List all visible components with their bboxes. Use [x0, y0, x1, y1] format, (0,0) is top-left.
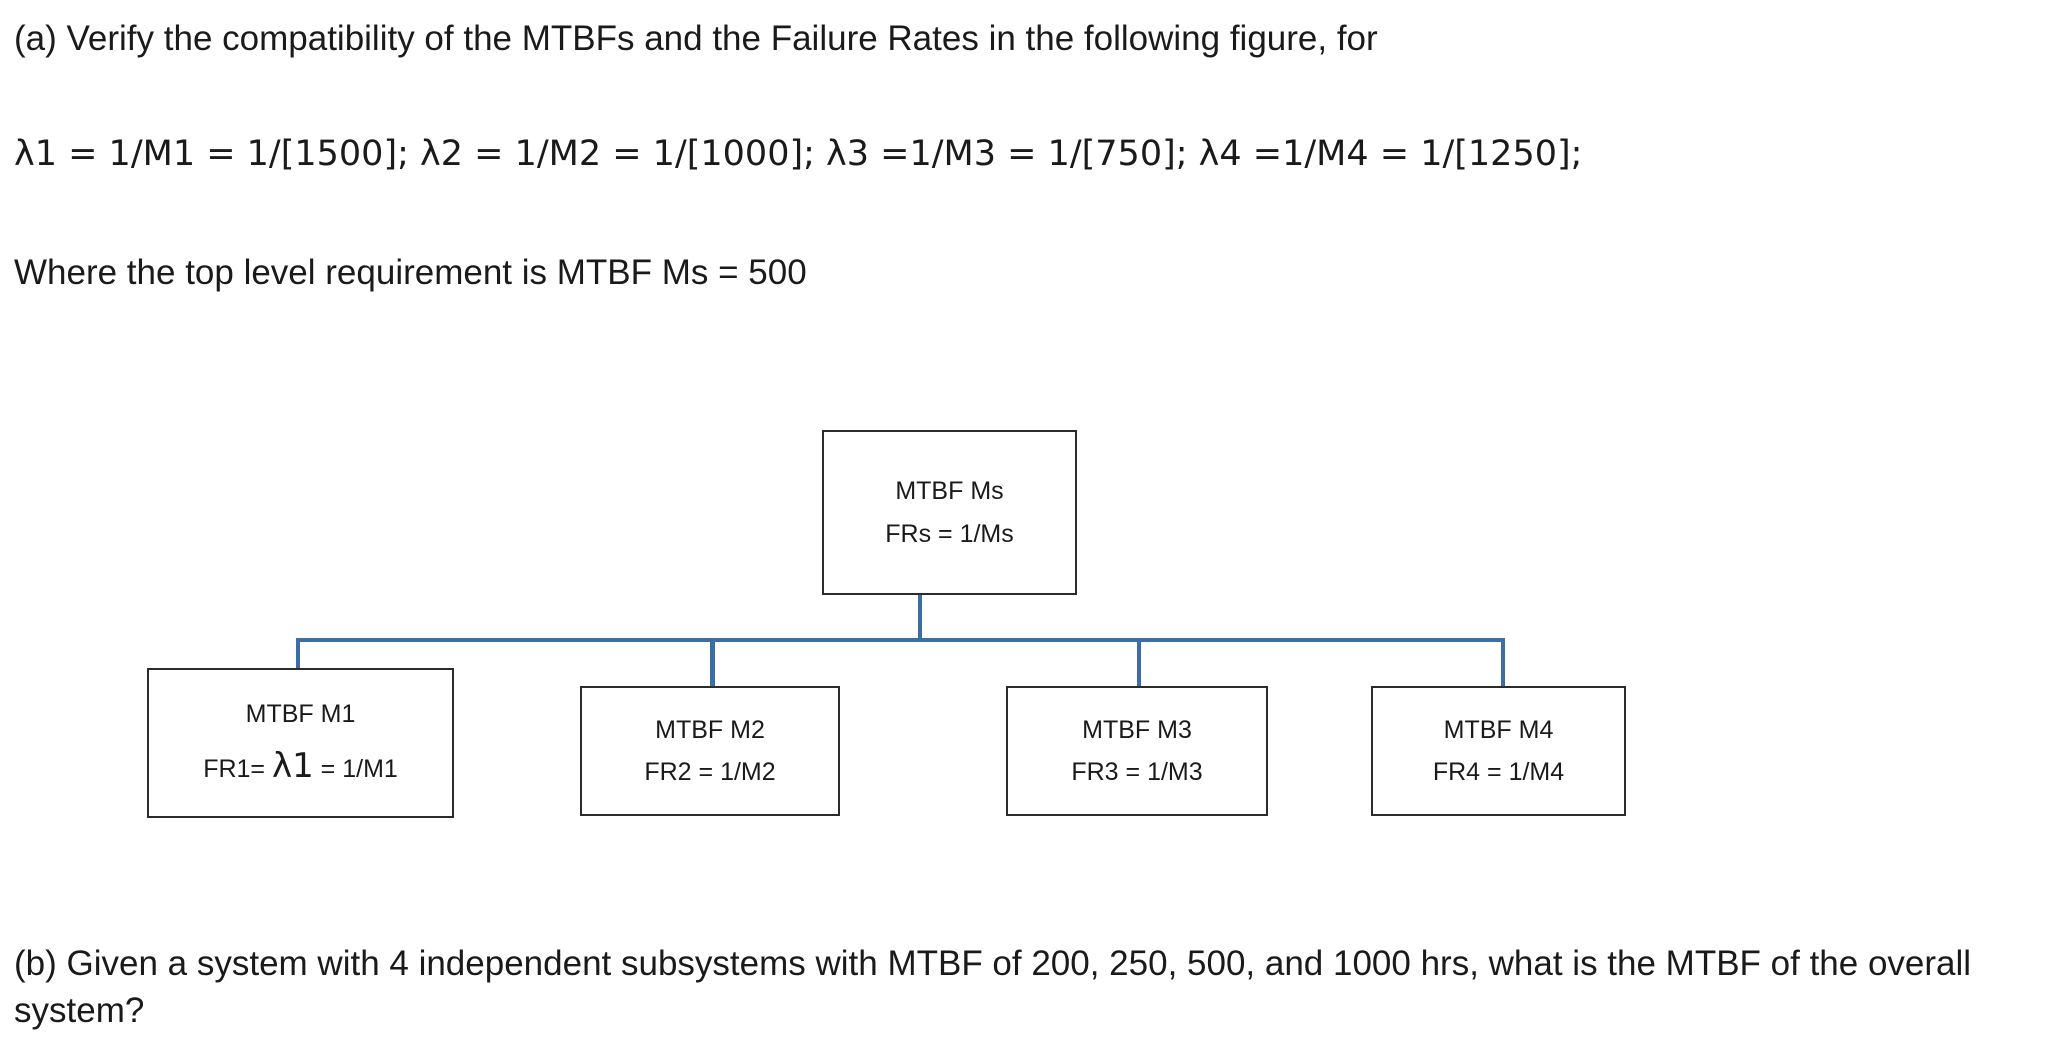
connector-child-4-vertical: [1501, 638, 1505, 688]
node-subsystem-3: [1006, 686, 1268, 816]
question-a-text: (a) Verify the compatibility of the MTBFs and the Failure Rates in the following figure, for: [14, 19, 1378, 58]
node-subsystem-3-rate: FR3 = 1/M3: [1071, 758, 1203, 786]
node-subsystem-2-label: MTBF M2: [655, 715, 765, 744]
node-subsystem-4: [1371, 686, 1626, 816]
node-system-mtbf-label: MTBF Ms: [895, 477, 1004, 506]
node-subsystem-2: [580, 686, 840, 816]
connector-horizontal-bus: [296, 638, 1505, 642]
node-subsystem-1-rate: [203, 746, 398, 787]
connector-child-3-vertical: [1137, 638, 1141, 688]
question-b-text: (b) Given a system with 4 independent subsystems with MTBF of 200, 250, 500, and 1000 hrs, what is the MTBF of the overall system?: [14, 944, 1972, 1031]
node-system-mtbf: [822, 430, 1077, 595]
node-subsystem-3-label: MTBF M3: [1082, 715, 1192, 744]
reliability-block-diagram: [0, 410, 2046, 890]
connector-child-2-vertical: [710, 638, 715, 688]
connector-root-vertical: [918, 595, 922, 640]
node-subsystem-4-rate: FR4 = 1/M4: [1432, 758, 1565, 786]
node-subsystem-1-rate-prefix: FR1=: [203, 755, 272, 784]
top-level-requirement-text: Where the top level requirement is MTBF Ms = 500: [14, 253, 807, 292]
node-subsystem-1-rate-lambda: λ1: [271, 746, 314, 787]
node-subsystem-1-rate-suffix: = 1/M1: [313, 755, 398, 784]
lambda-definitions-text: λ1 = 1/M1 = 1/[1500]; λ2 = 1/M2 = 1/[1000]; λ3 =1/M3 = 1/[750]; λ4 =1/M4 = 1/[1250];: [14, 134, 1583, 174]
connector-child-1-vertical: [296, 638, 300, 670]
node-subsystem-1-label: MTBF M1: [245, 700, 356, 729]
node-subsystem-2-rate: FR2 = 1/M2: [644, 758, 776, 786]
node-subsystem-1: [147, 668, 454, 818]
node-system-mtbf-rate: FRs = 1/Ms: [885, 519, 1014, 548]
node-subsystem-4-label: MTBF M4: [1443, 715, 1554, 744]
